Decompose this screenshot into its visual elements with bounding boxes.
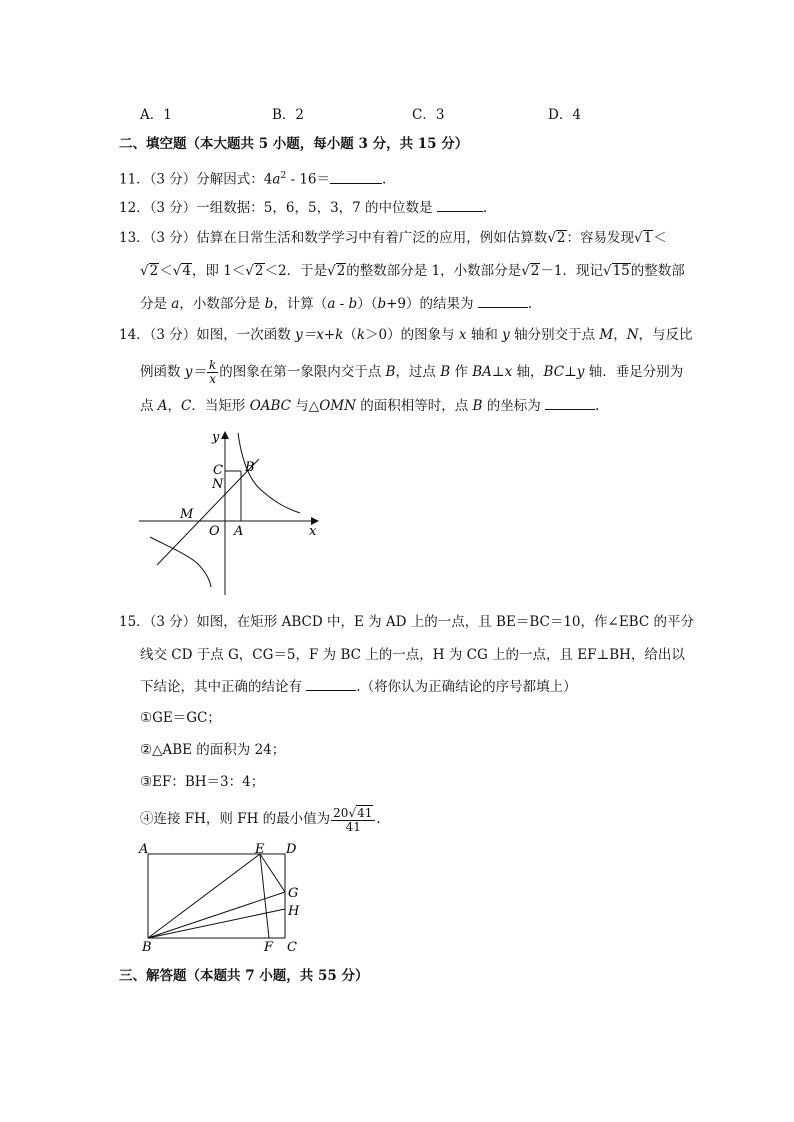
q14-eq: y＝x+k	[295, 327, 344, 343]
q13-var: a	[171, 296, 180, 312]
q14-text: 与△	[291, 398, 320, 414]
q13-text: +9）的结果为	[386, 296, 478, 312]
fig15-label-c: C	[287, 940, 297, 955]
question-13-line-3	[140, 293, 532, 314]
q14-var: k	[356, 327, 366, 343]
q11-exponent: 2	[280, 171, 287, 181]
q14-text: ，过点	[395, 364, 441, 380]
q14-var: A	[157, 398, 168, 414]
q14-text: ＞0）的图象与	[365, 327, 459, 343]
q14-text: ⊥	[564, 364, 577, 380]
q14-text: 轴分别交于点	[509, 327, 600, 343]
q11-rest: - 16＝	[286, 171, 331, 188]
question-13-line-2	[140, 261, 685, 281]
figure-14-graph	[135, 425, 325, 600]
fig14-label-y: y	[212, 430, 220, 445]
q14-end: .	[595, 398, 600, 414]
conclusion-2: ②△ABE 的面积为 24；	[140, 742, 286, 758]
q15-text: .（将你认为正确结论的序号都填上）	[356, 679, 577, 695]
answer-blank-14[interactable]	[545, 395, 595, 410]
q13-text: ＜	[159, 263, 173, 279]
q14-text: ，与反比	[638, 327, 693, 343]
q14-text: （	[343, 327, 357, 343]
option-c: C．3	[412, 107, 445, 123]
q14-var: y	[576, 364, 585, 380]
q14-text: ，	[167, 398, 182, 414]
conclusion-4	[140, 804, 381, 834]
q14-var: B	[385, 364, 396, 380]
q13-var: a	[327, 296, 336, 312]
q13-text: ，小数部分是	[179, 296, 265, 312]
section-2-heading: 二、填空题（本大题共 5 小题，每小题 3 分，共 15 分）	[119, 136, 469, 152]
q13-text: ＜2．于是	[264, 263, 328, 279]
q11-var: a	[272, 171, 281, 188]
q13-text: ＜	[653, 230, 667, 246]
q14-eq: y＝	[184, 364, 206, 380]
sqrt-2: √2	[140, 263, 159, 279]
sqrt-4: √4	[172, 263, 191, 279]
question-13-line-1	[119, 228, 667, 248]
option-d: D．4	[548, 107, 581, 123]
q12-end: .	[482, 200, 488, 216]
question-11	[119, 166, 386, 190]
q14-var: B	[440, 364, 451, 380]
q14-text: 的图象在第一象限内交于点	[219, 364, 386, 380]
q14-text: ．当矩形	[191, 398, 250, 414]
q14-var: N	[626, 327, 639, 343]
question-14-line-3	[140, 395, 599, 416]
question-15-line-3	[140, 676, 577, 697]
q14-var: B	[472, 398, 483, 414]
q14-var: OABC	[249, 398, 292, 414]
q13-text: －1．现记	[540, 263, 603, 279]
q13-text: ，即 1＜	[191, 263, 246, 279]
q11-end: .	[382, 171, 387, 188]
fig14-label-c: C	[213, 463, 223, 478]
q14-text: 14．（3 分）如图，一次函数	[119, 327, 296, 343]
question-14-line-2	[140, 358, 683, 386]
q12-text: 12．（3 分）一组数据：5，6，5，3，7 的中位数是	[119, 200, 437, 216]
fig14-label-n: N	[212, 477, 224, 492]
q13-text: ：容易发现	[566, 230, 635, 246]
q14-text: 轴，	[512, 364, 544, 380]
q15-text: ④连接 FH，则 FH 的最小值为	[140, 811, 331, 827]
q14-var: y	[502, 327, 510, 343]
q14-text: ⊥	[491, 364, 505, 380]
fig14-label-b: B	[245, 460, 255, 475]
answer-blank-13[interactable]	[478, 293, 528, 308]
sqrt-2: √2	[521, 263, 540, 279]
option-a: A．1	[140, 107, 172, 123]
q14-text: 轴和	[466, 327, 503, 343]
sqrt-2: √2	[327, 263, 346, 279]
q14-var: M	[599, 327, 614, 343]
conclusion-3: ③EF：BH＝3：4；	[140, 774, 265, 790]
q14-var: x	[504, 364, 513, 380]
q13-text: -	[335, 296, 349, 312]
fig15-label-f: F	[264, 940, 274, 955]
q14-text: 的面积相等时，点	[355, 398, 473, 414]
q13-text: 的整数部分是 1，小数部分是	[346, 263, 522, 279]
q13-var: b	[377, 296, 387, 312]
fig15-label-e: E	[255, 842, 265, 857]
section-3-heading: 三、解答题（本题共 7 小题，共 55 分）	[119, 968, 369, 984]
q15-text: .	[376, 811, 381, 827]
q13-text: ，计算（	[273, 296, 328, 312]
q14-var: OMN	[319, 398, 356, 414]
q14-var: BC	[543, 364, 565, 380]
q14-text: 作	[450, 364, 473, 380]
sqrt-2: √2	[547, 230, 566, 246]
fig15-label-b: B	[142, 940, 152, 955]
q11-text: 11．（3 分）分解因式：4	[119, 171, 273, 188]
q14-var: C	[181, 398, 192, 414]
question-15-line-2: 线交 CD 于点 G，CG＝5，F 为 BC 上的一点，H 为 CG 上的一点，且 EF⊥BH，给出以	[140, 647, 685, 663]
fraction-20-sqrt41-over-41: $\frac{20√41}{41}$	[331, 805, 375, 834]
q14-text: 的坐标为	[482, 398, 546, 414]
fig15-label-g: G	[288, 886, 299, 901]
figure-15-rectangle	[135, 838, 310, 958]
fig15-label-d: D	[286, 842, 297, 857]
sqrt-15: √15	[602, 263, 630, 279]
q15-text: 下结论，其中正确的结论有	[140, 679, 307, 695]
conclusion-1: ①GE＝GC；	[140, 710, 221, 726]
fig14-label-a: A	[234, 524, 244, 539]
q14-var: x	[458, 327, 467, 343]
q14-var: BA	[472, 364, 492, 380]
q14-text: 例函数	[140, 364, 185, 380]
sqrt-2: √2	[245, 263, 264, 279]
q13-var: b	[264, 296, 274, 312]
q14-text: 轴．垂足分别为	[584, 364, 684, 380]
q13-text: ）（	[357, 296, 378, 312]
answer-blank-15[interactable]	[306, 676, 356, 691]
q13-text: 的整数部	[630, 263, 685, 279]
q13-end: .	[527, 296, 533, 312]
option-b: B．2	[272, 107, 305, 123]
answer-blank-12[interactable]	[437, 197, 483, 212]
answer-blank-11[interactable]	[330, 169, 382, 184]
fig15-label-a: A	[139, 842, 149, 857]
fig14-label-m: M	[180, 507, 194, 522]
q14-text: ，	[613, 327, 627, 343]
question-14-line-1	[119, 325, 693, 345]
q14-text: 点	[140, 398, 158, 414]
fig14-label-o: O	[209, 524, 220, 539]
fraction-k-over-x: $\frac{k}{x}$	[208, 358, 217, 386]
fig14-label-x: x	[309, 524, 317, 539]
question-12	[119, 197, 487, 218]
q13-var: b	[348, 296, 358, 312]
sqrt-1: √1	[634, 230, 653, 246]
q13-text: 13．（3 分）估算在日常生活和数学学习中有着广泛的应用，例如估算数	[119, 230, 548, 246]
q13-text: 分是	[140, 296, 172, 312]
question-15-line-1: 15．（3 分）如图，在矩形 ABCD 中，E 为 AD 上的一点，且 BE＝BC＝10，作∠EBC 的平分	[119, 614, 694, 630]
fig15-label-h: H	[288, 904, 300, 919]
